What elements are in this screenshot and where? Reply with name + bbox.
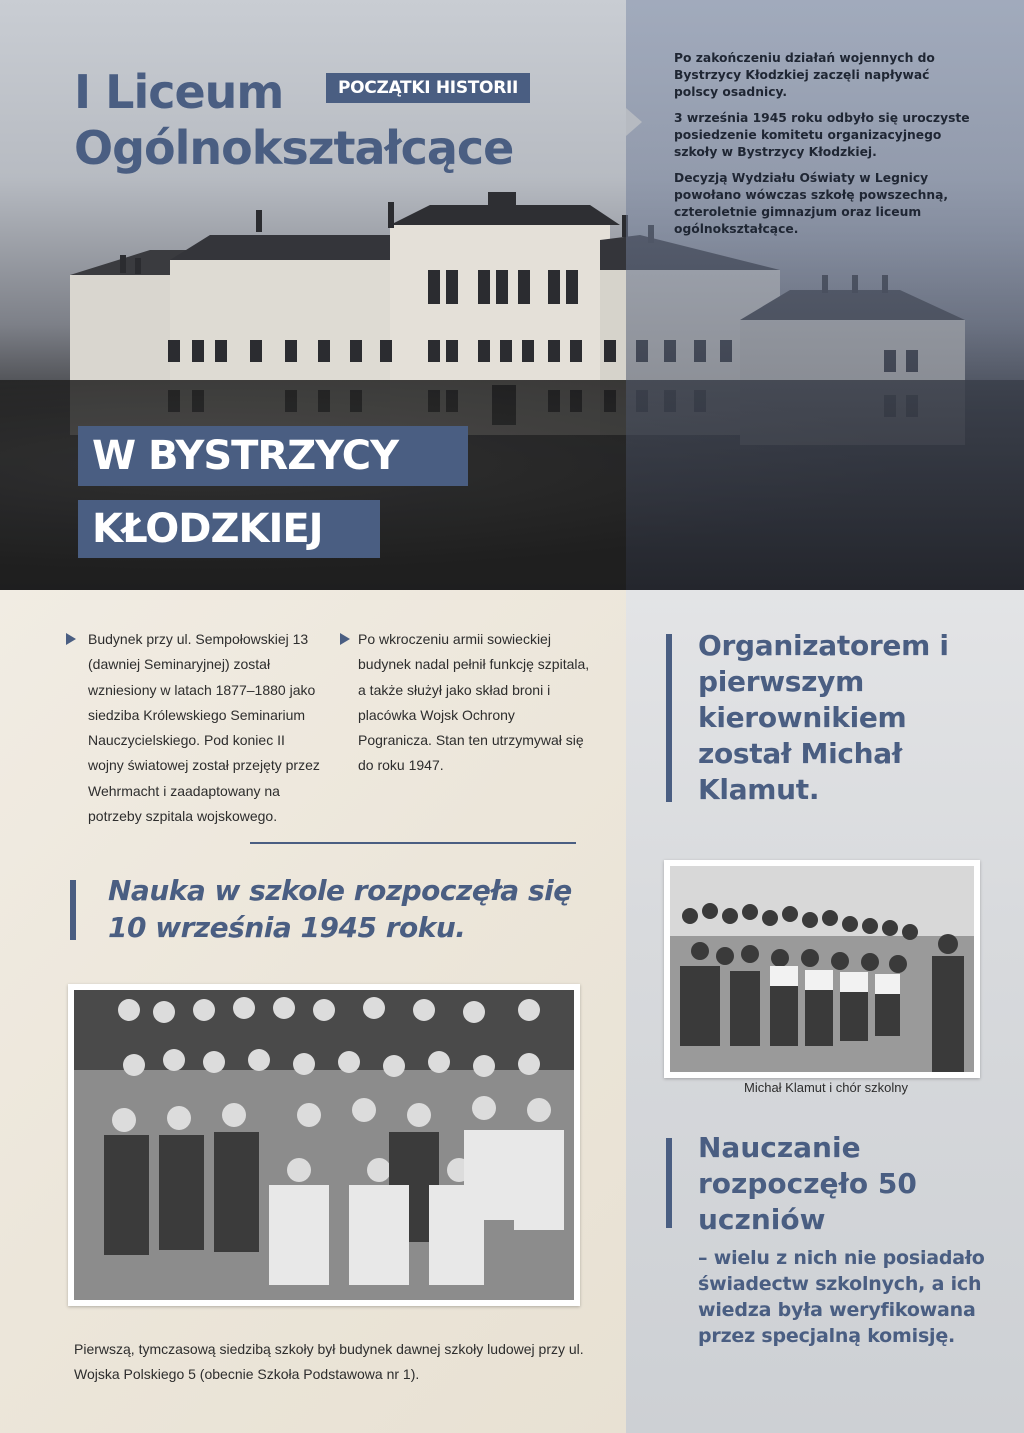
choir-photo — [664, 860, 980, 1078]
bullet-arrow-icon — [340, 633, 350, 645]
group-photo-caption: Pierwszą, tymczasową siedzibą szkoły był budynek dawnej szkoły ludowej przy ul. Wojska Polskiego 5 (obecnie Szkoła Podstawowa nr 1). — [74, 1341, 584, 1382]
quote-bar — [666, 1138, 672, 1228]
title-line-1: I Liceum — [74, 65, 284, 119]
intro-paragraph: 3 września 1945 roku odbyło się uroczyste posiedzenie komitetu organizacyjnego szkoły w Bystrzycy Kłodzkiej. — [674, 111, 970, 159]
school-start-quote: Nauka w szkole rozpoczęła się 10 września 1945 roku. — [108, 874, 572, 944]
intro-paragraph: Decyzją Wydziału Oświaty w Legnicy powołano wówczas szkołę powszechną, czteroletnie gimnazjum oraz liceum ogólnokształcące. — [674, 171, 949, 236]
choir-caption: Michał Klamut i chór szkolny — [744, 1080, 908, 1095]
choir-photo-image — [670, 866, 974, 1072]
quote-bar — [666, 634, 672, 802]
divider-line — [250, 842, 576, 844]
students-note: – wielu z nich nie posiadało świadectw szkolnych, a ich wiedza była weryfikowana przez specjalną komisję. — [698, 1247, 985, 1347]
title-line-2: Ogólnokształcące — [74, 121, 514, 175]
group-photo — [68, 984, 580, 1306]
intro-paragraph: Po zakończeniu działań wojennych do Bystrzycy Kłodzkiej zaczęli napływać polscy osadnicy. — [674, 51, 935, 99]
banner-line-2: KŁODZKIEJ — [78, 500, 380, 558]
history-text-column-1: Budynek przy ul. Sempołowskiej 13 (dawniej Seminaryjnej) został wzniesiony w latach 1877–1880 jako siedziba Królewskiego Seminarium Nauczycielskiego. Pod koniec II wojny światowej został przejęty przez Wehrmacht i zaadaptowany na potrzeby szpitala wojskowego. — [88, 631, 320, 825]
group-photo-image — [74, 990, 574, 1300]
panel-notch — [626, 108, 642, 136]
students-count-heading: Nauczanie rozpoczęło 50 uczniów — [698, 1131, 917, 1236]
history-text-column-2: Po wkroczeniu armii sowieckiej budynek nadal pełnił funkcję szpitala, a także służył jako skład broni i placówka Wojsk Ochrony Pogranicza. Stan ten utrzymywał się do roku 1947. — [358, 631, 590, 774]
organizer-quote: Organizatorem i pierwszym kierownikiem został Michał Klamut. — [698, 629, 949, 806]
quote-bar — [70, 880, 76, 940]
section-tag: POCZĄTKI HISTORII — [326, 73, 530, 103]
banner-line-1: W BYSTRZYCY — [78, 426, 468, 486]
intro-text — [674, 50, 974, 247]
bullet-arrow-icon — [66, 633, 76, 645]
